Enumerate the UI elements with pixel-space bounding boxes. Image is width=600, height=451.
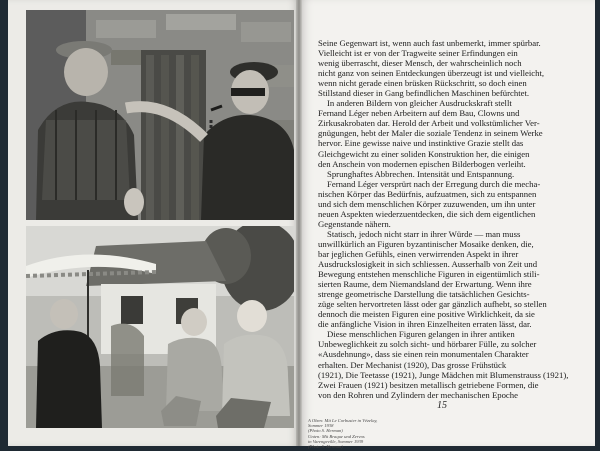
text-line: Diese menschlichen Figuren gelangen in ihrer antiken <box>327 329 515 340</box>
text-line: nicht ganz von seinen Entdeckungen überzeugt ist und vielleicht, <box>318 68 545 79</box>
text-line: sierten Raume, dem Niemandsland der Erwartung. Wenn ihre <box>318 279 532 290</box>
text-line: Zirkusakrobaten dar. Herold der Arbeit und volkstümlicher Ver- <box>318 118 540 129</box>
text-line: Ausdruckslosigkeit in sich schliessen. Ausserhalb von Zeit und <box>318 259 538 270</box>
text-line: Bewegung entstehen menschliche Figuren in eigentümlich stili- <box>318 269 540 280</box>
text-line: die anfängliche Vision in ihren Einzelheiten erraten lässt, dar. <box>318 319 532 330</box>
text-line: Gleichgewicht zu einer soliden Konstruktion her, die einigen <box>318 148 530 159</box>
caption-line: (Photo S. Herman) <box>308 428 343 434</box>
page-number: 15 <box>437 400 447 411</box>
photo-top <box>26 10 294 220</box>
photo-bottom <box>26 226 294 428</box>
text-line: In anderen Bildern von gleicher Ausdruckskraft stellt <box>327 98 512 109</box>
text-line: den Anschein von modernen epischen Bilderbogen verleiht. <box>318 158 526 169</box>
text-line: Sprunghaftes Abbrechen. Intensität und Entspannung. <box>327 168 515 179</box>
text-line: unwillkürlich an Figuren byzantinischer Mosaike denken, die, <box>318 238 534 249</box>
text-line: strenge geometrische Darstellung die tatsächlichen Gesichts- <box>318 289 530 300</box>
text-line: züge selten hervortreten lässt oder gar gänzlich aufhebt, so stellen <box>318 299 547 310</box>
text-line: (1921), Die Teetasse (1921), Junge Mädchen mit Blumenstrauss (1921), <box>318 369 569 380</box>
text-line: Vielleicht ist er von der Tragweite seiner Erfindungen ein <box>318 48 518 59</box>
caption-line: A Oben: Mit Le Corbusier in Vézelay, <box>308 418 378 423</box>
book-gutter <box>296 0 302 446</box>
text-line: Statisch, jedoch nicht starr in ihrer Würde — man muss <box>327 228 521 239</box>
text-line: Unbeweglichkeit zu solch sicht- und hörbarer Fülle, zu solcher <box>318 339 537 350</box>
text-line: neuen Aspekten wiederzuentdecken, die sich dem eigentlichen <box>318 208 536 219</box>
photo-captions <box>308 418 428 449</box>
text-line: wenn nicht gerade einen brüsken Rückschritt, so doch einen <box>318 78 527 89</box>
caption-line: Unten: Mit Braque und Zervos <box>308 433 365 439</box>
text-line: Zwei Frauen (1921) besitzen metallisch getriebene Formen, die <box>318 379 539 390</box>
text-line: nischen Körper das Bedürfnis, aufzuatmen, sich zu entspannen <box>318 188 537 199</box>
caption-line: (Photo S. Herman) <box>308 444 343 450</box>
text-line: bar jeglichen Gefühls, einen verwirrenden Aspekt in ihrer <box>318 248 519 259</box>
text-line: «Ausdehnung», dass sie einen rein monumentalen Charakter <box>318 349 529 360</box>
text-line: Stillstand dieser in Gang befindlichen Maschinen befürchtet. <box>318 88 530 99</box>
caption-line: Sommer 1938 <box>308 423 334 429</box>
text-line: hervor. Eine gewisse naive und instinktive Grazie stellt das <box>318 138 524 149</box>
photo-three-men-at-doorway-icon <box>26 10 294 220</box>
text-line: dennoch die meisten Figuren eine positive Wirklichkeit, da sie <box>318 309 535 320</box>
text-line: und sich dem menschlichen Körper zuzuwenden, um ihn unter <box>318 198 536 209</box>
text-line: Fernand Léger versprürt nach der Erregung durch die mecha- <box>327 178 541 189</box>
text-line: von den Rohren und Zylindern der mechanischen Epoche <box>318 389 518 400</box>
text-line: wenig überrascht, dieser Mensch, der wahrscheinlich noch <box>318 58 522 69</box>
text-line: gnügungen, hebt der Maler die soziale Tendenz in seinem Werke <box>318 128 543 139</box>
text-line: erhalten. Der Mechanist (1920), Das grosse Frühstück <box>318 359 507 370</box>
text-line: Fernand Léger neben Arbeitern auf dem Bau, Clowns und <box>318 108 520 119</box>
text-line: Seine Gegenwart ist, wenn auch fast unbemerkt, immer spürbar. <box>318 38 541 48</box>
photo-three-men-seated-garden-icon <box>26 226 294 428</box>
caption-line: in Varengeville, Sommer 1939 <box>308 438 364 444</box>
body-text <box>318 38 580 400</box>
text-line: Gegenstande nähern. <box>318 218 391 229</box>
